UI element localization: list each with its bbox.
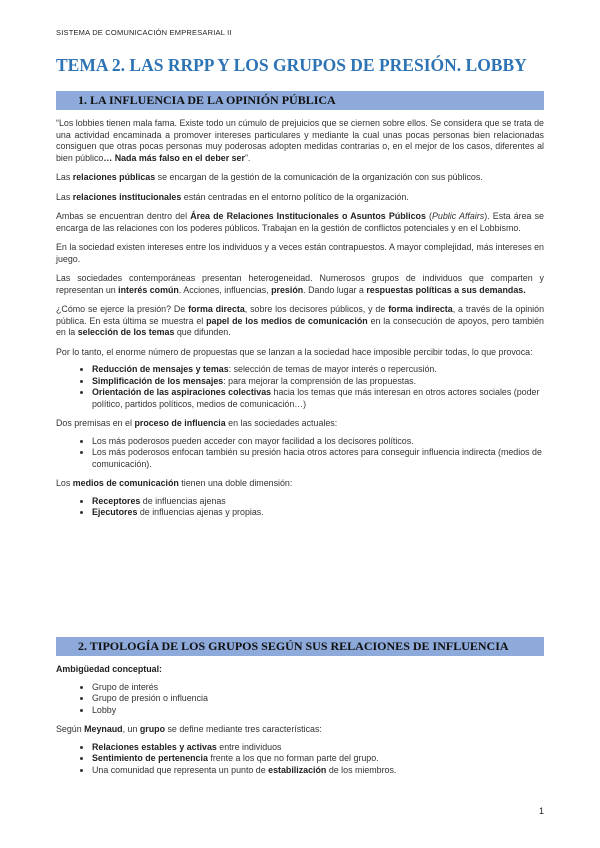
list-item: • Reducción de mensajes y temas: selección de temas de mayor interés o repercusión. [92,364,544,376]
list-item: • Lobby [92,705,544,717]
society-paragraph: En la sociedad existen intereses entre los individuos y a veces están contrapuestos. A mayor complejidad, más intereses en juego. [56,242,544,264]
contemporary-paragraph: Las sociedades contemporáneas presentan heterogeneidad. Numerosos grupos de individuos que comparten y representan un interés común. Acciones, influencias, presión. Dando lugar a respuestas políticas a sus demandas. [56,273,544,295]
types-list [56,682,544,717]
features-list [56,742,544,777]
meynaud-paragraph: Según Meynaud, un grupo se define mediante tres características: [56,724,322,734]
list-item: • Grupo de interés [92,682,544,694]
page-number: 1 [538,806,544,816]
document-title: TEMA 2. LAS RRPP Y LOS GRUPOS DE PRESIÓN. LOBBY [56,55,527,75]
list-item: • Una comunidad que representa un punto de estabilización de los miembros. [92,765,544,777]
section-heading-1: 1. LA INFLUENCIA DE LA OPINIÓN PÚBLICA [56,91,544,110]
list-item: • Simplificación de los mensajes: para mejorar la comprensión de las propuestas. [92,376,544,388]
area-paragraph: Ambas se encuentran dentro del Área de Relaciones Institucionales o Asuntos Públicos (Public Affairs). Esta área se encarga de las relaciones con los poderes públicos. Trabajan en la gestión de conflictos potenciales y en el Lobbismo. [56,211,544,233]
media-paragraph: Los medios de comunicación tienen una doble dimensión: [56,478,293,488]
section-heading-2: 2. TIPOLOGÍA DE LOS GRUPOS SEGÚN SUS RELACIONES DE INFLUENCIA [56,637,544,656]
list-item: • Ejecutores de influencias ajenas y propias. [92,507,544,519]
list-item: • Receptores de influencias ajenas [92,496,544,508]
ambiguity-label: Ambigüedad conceptual: [56,664,163,674]
list-item: • Grupo de presión o influencia [92,693,544,705]
list-item: • Relaciones estables y activas entre individuos [92,742,544,754]
media-list [56,496,544,519]
list-item: • Sentimiento de pertenencia frente a los que no forman parte del grupo. [92,753,544,765]
list-item: • Los más poderosos pueden acceder con mayor facilidad a los decisores políticos. [92,436,544,448]
running-header: SISTEMA DE COMUNICACIÓN EMPRESARIAL II [56,28,232,37]
therefore-paragraph: Por lo tanto, el enorme número de propuestas que se lanzan a la sociedad hace imposible percibir todas, lo que provoca: [56,346,533,357]
rp-paragraph: Las relaciones públicas se encargan de la gestión de la comunicación de la organización con sus públicos. [56,172,483,182]
premises-list [56,436,544,471]
pressure-paragraph: ¿Cómo se ejerce la presión? De forma directa, sobre los decisores públicos, y de forma indirecta, a través de la opinión pública. En esta última se muestra el papel de los medios de comunicación en la consecución de apoyos, pero también en la selección de los temas que difunden. [56,304,545,337]
section-1-body [56,118,544,527]
provoca-list [56,364,544,410]
list-item: • Orientación de las aspiraciones colectivas hacia los temas que más interesan en otros actores sociales (poder político, partidos políticos, medios de comunicación…) [92,387,544,410]
section-2-body [56,664,544,784]
list-item: • Los más poderosos enfocan también su presión hacia otros actores para conseguir influencia indirecta (medios de comunicación). [92,447,544,470]
quote-paragraph: “Los lobbies tienen mala fama. Existe todo un cúmulo de prejuicios que se ciernen sobre ellos. Se considera que se trata de una actividad encaminada a promover intereses particulares y mediante la cual unas pocas personas bien relacionadas consiguen que otras pocas personas muy poderosas adopten medidas contrarias o, en el mejor de los casos, diferentes al bien público… Nada más falso en el deber ser”. [56,118,544,163]
ri-paragraph: Las relaciones institucionales están centradas en el entorno político de la organización. [56,191,409,202]
premises-paragraph: Dos premisas en el proceso de influencia en las sociedades actuales: [56,418,338,428]
